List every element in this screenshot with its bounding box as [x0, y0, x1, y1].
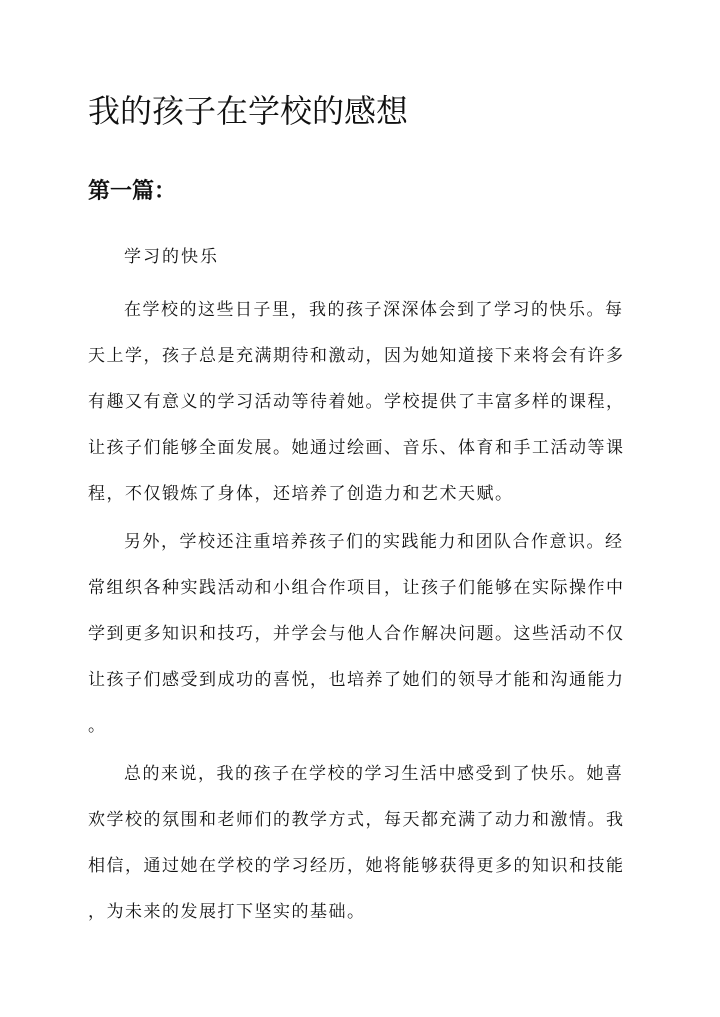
- paragraph-line: 另外，学校还注重培养孩子们的实践能力和团队合作意识。经: [124, 532, 624, 552]
- paragraph-line: 学到更多知识和技巧，并学会与他人合作解决问题。这些活动不仅: [88, 624, 625, 644]
- section-heading: 第一篇：: [88, 178, 177, 204]
- paragraph-line: 程，不仅锻炼了身体，还培养了创造力和艺术天赋。: [88, 484, 514, 504]
- page-title: 我的孩子在学校的感想: [88, 92, 409, 130]
- paragraph-line: 有趣又有意义的学习活动等待着她。学校提供了丰富多样的课程，: [88, 392, 625, 412]
- paragraph-1: [88, 298, 636, 528]
- paragraph-line: 。: [88, 716, 107, 736]
- paragraph-line: 天上学，孩子总是充满期待和激动，因为她知道接下来将会有许多: [88, 346, 625, 366]
- paragraph-2: [88, 530, 636, 760]
- subheading: 学习的快乐: [124, 247, 219, 267]
- paragraph-line: 相信，通过她在学校的学习经历，她将能够获得更多的知识和技能: [88, 856, 625, 876]
- paragraph-line: 让孩子们感受到成功的喜悦，也培养了她们的领导才能和沟通能力: [88, 670, 625, 690]
- paragraph-line: 欢学校的氛围和老师们的教学方式，每天都充满了动力和激情。我: [88, 810, 625, 830]
- paragraph-line: 在学校的这些日子里，我的孩子深深体会到了学习的快乐。每: [124, 300, 624, 320]
- paragraph-line: 常组织各种实践活动和小组合作项目，让孩子们能够在实际操作中: [88, 578, 625, 598]
- paragraph-line: 总的来说，我的孩子在学校的学习生活中感受到了快乐。她喜: [124, 764, 624, 784]
- paragraph-line: ，为未来的发展打下坚实的基础。: [88, 902, 366, 922]
- paragraph-3: [88, 762, 636, 946]
- paragraph-line: 让孩子们能够全面发展。她通过绘画、音乐、体育和手工活动等课: [88, 438, 625, 458]
